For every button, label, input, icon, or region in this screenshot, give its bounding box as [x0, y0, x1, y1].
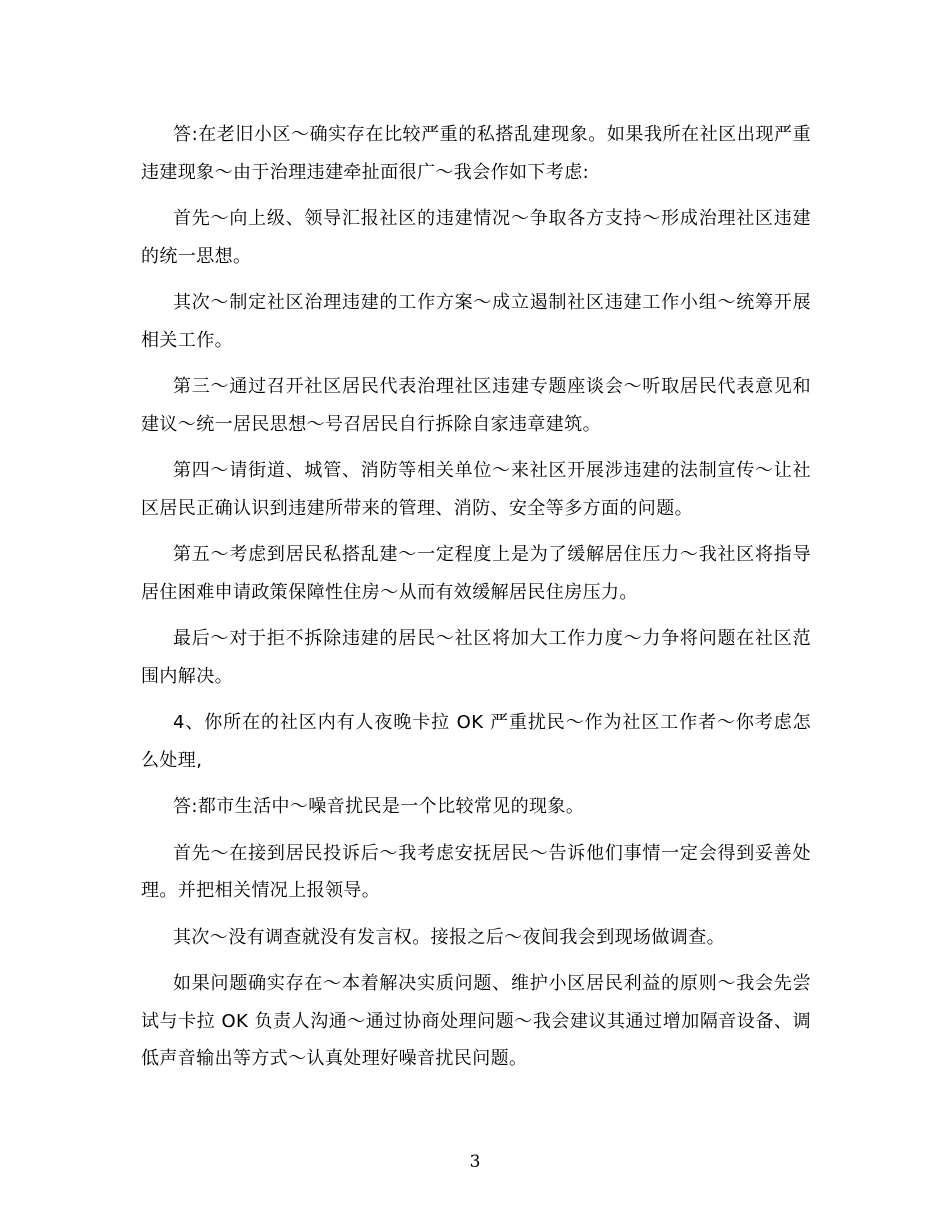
document-body: [141, 116, 811, 1087]
paragraph-noise-resolution: 如果问题确实存在～本着解决实质问题、维护小区居民利益的原则～我会先尝试与卡拉 OK 负责人沟通～通过协商处理问题～我会建议其通过增加隔音设备、调低声音输出等方式～认真处理好噪音扰民问题。: [141, 973, 811, 1069]
paragraph-noise-first: 首先～在接到居民投诉后～我考虑安抚居民～告诉他们事情一定会得到妥善处理。并把相关情况上报领导。: [141, 842, 811, 901]
paragraph-noise-second: 其次～没有调查就没有发言权。接报之后～夜间我会到现场做调查。: [173, 926, 725, 948]
paragraph-fifth-step: 第五～考虑到居民私搭乱建～一定程度上是为了缓解居住压力～我社区将指导居住困难申请政策保障性住房～从而有效缓解居民住房压力。: [141, 544, 811, 603]
page-number: 3: [469, 1152, 481, 1172]
paragraph-final-step: 最后～对于拒不拆除违建的居民～社区将加大工作力度～力争将问题在社区范围内解决。: [141, 628, 811, 687]
paragraph-second-step: 其次～制定社区治理违建的工作方案～成立遏制社区违建工作小组～统筹开展相关工作。: [141, 292, 811, 351]
paragraph-answer-illegal-construction: 答:在老旧小区～确实存在比较严重的私搭乱建现象。如果我所在社区出现严重违建现象～由于治理违建牵扯面很广～我会作如下考虑:: [141, 124, 811, 183]
paragraph-fourth-step: 第四～请街道、城管、消防等相关单位～来社区开展涉违建的法制宣传～让社区居民正确认识到违建所带来的管理、消防、安全等多方面的问题。: [141, 460, 811, 519]
paragraph-third-step: 第三～通过召开社区居民代表治理社区违建专题座谈会～听取居民代表意见和建议～统一居民思想～号召居民自行拆除自家违章建筑。: [141, 376, 811, 435]
paragraph-answer-noise: 答:都市生活中～噪音扰民是一个比较常见的现象。: [173, 796, 585, 817]
paragraph-first-step: 首先～向上级、领导汇报社区的违建情况～争取各方支持～形成治理社区违建的统一思想。: [141, 208, 811, 267]
question-4: 4、你所在的社区内有人夜晚卡拉 OK 严重扰民～作为社区工作者～你考虑怎么处理,: [141, 712, 811, 771]
